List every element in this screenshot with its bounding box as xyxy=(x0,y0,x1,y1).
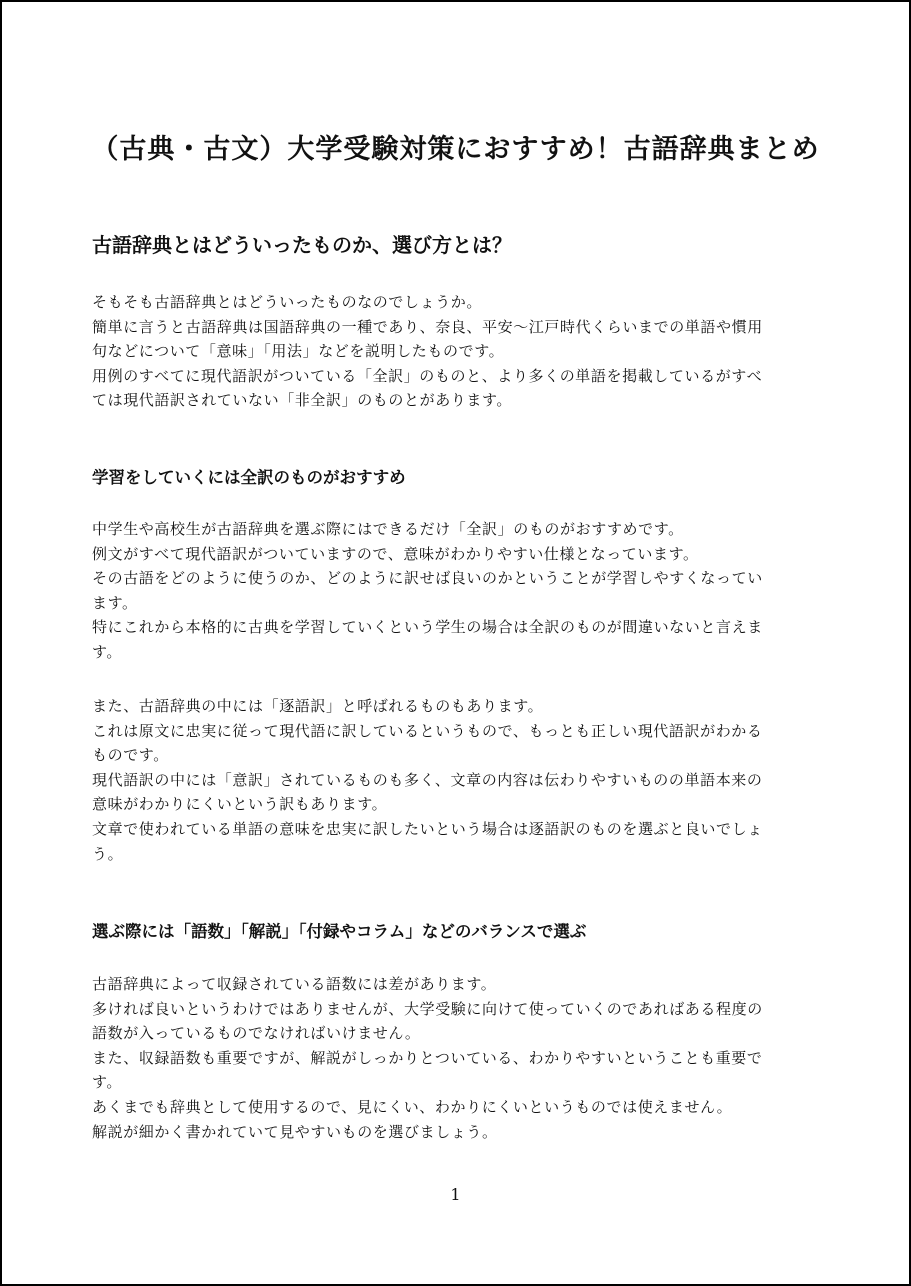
paragraph-line: 用例のすべてに現代語訳がついている「全訳」のものと、より多くの単語を掲載しているがすべ xyxy=(92,366,763,385)
paragraph-line: その古語をどのように使うのか、どのように訳せば良いのかということが学習しやすくなってい xyxy=(92,569,763,588)
section-heading-full-translation: 学習をしていくには全訳のものがおすすめ xyxy=(92,468,406,487)
paragraph-line: あくまでも辞典として使用するので、見にくい、わかりにくいというものでは使えません。 xyxy=(92,1097,733,1116)
section-full-translation-paragraph-1 xyxy=(92,517,820,665)
paragraph-line: 古語辞典によって収録されている語数には差があります。 xyxy=(92,975,497,993)
paragraph-line: す。 xyxy=(92,642,123,661)
paragraph-line: そもそも古語辞典とはどういったものなのでしょうか。 xyxy=(92,293,483,311)
paragraph-line: また、収録語数も重要ですが、解説がしっかりとついている、わかりやすいということも重要で xyxy=(92,1048,763,1067)
paragraph-line: 中学生や高校生が古語辞典を選ぶ際にはできるだけ「全訳」のものがおすすめです。 xyxy=(92,520,684,538)
section-balance-paragraph xyxy=(92,972,820,1144)
section-full-translation-paragraph-2 xyxy=(92,694,820,866)
page-title: （古典・古文）大学受験対策におすすめ！古語辞典まとめ xyxy=(91,134,820,165)
paragraph-line: また、古語辞典の中には「逐語訳」と呼ばれるものもあります。 xyxy=(92,697,544,715)
page-number: 1 xyxy=(450,1185,461,1204)
paragraph-line: 句などについて「意味」「用法」などを説明したものです。 xyxy=(92,342,505,361)
paragraph-line: ては現代語訳されていない「非全訳」のものとがあります。 xyxy=(92,391,513,410)
paragraph-line: 多ければ良いというわけではありませんが、大学受験に向けて使っていくのであればある程度の xyxy=(92,999,763,1018)
paragraph-line: 特にこれから本格的に古典を学習していくという学生の場合は全訳のものが間違いないと言えま xyxy=(92,618,763,637)
paragraph-line: す。 xyxy=(92,1073,123,1092)
paragraph-line: 文章で使われている単語の意味を忠実に訳したいという場合は逐語訳のものを選ぶと良いでしょ xyxy=(92,819,763,838)
paragraph-line: う。 xyxy=(92,844,124,863)
paragraph-line: 語数が入っているものでなければいけません。 xyxy=(92,1024,421,1043)
paragraph-line: 簡単に言うと古語辞典は国語辞典の一種であり、奈良、平安～江戸時代くらいまでの単語や慣用 xyxy=(92,317,763,336)
paragraph-line: 例文がすべて現代語訳がついていますので、意味がわかりやすい仕様となっています。 xyxy=(92,544,699,563)
section-what-is-paragraph xyxy=(92,290,820,413)
paragraph-line: これは原文に忠実に従って現代語に訳しているというもので、もっとも正しい現代語訳がわかる xyxy=(92,721,763,740)
paragraph-line: ます。 xyxy=(92,593,138,612)
paragraph-line: 意味がわかりにくいという訳もあります。 xyxy=(92,795,388,814)
section-heading-what-is: 古語辞典とはどういったものか、選び方とは？ xyxy=(92,233,512,257)
section-heading-balance: 選ぶ際には「語数」「解説」「付録やコラム」などのバランスで選ぶ xyxy=(92,922,587,941)
paragraph-line: 現代語訳の中には「意訳」されているものも多く、文章の内容は伝わりやすいものの単語本来の xyxy=(92,770,763,789)
paragraph-line: 解説が細かく書かれていて見やすいものを選びましょう。 xyxy=(92,1122,498,1141)
paragraph-line: ものです。 xyxy=(92,746,169,765)
